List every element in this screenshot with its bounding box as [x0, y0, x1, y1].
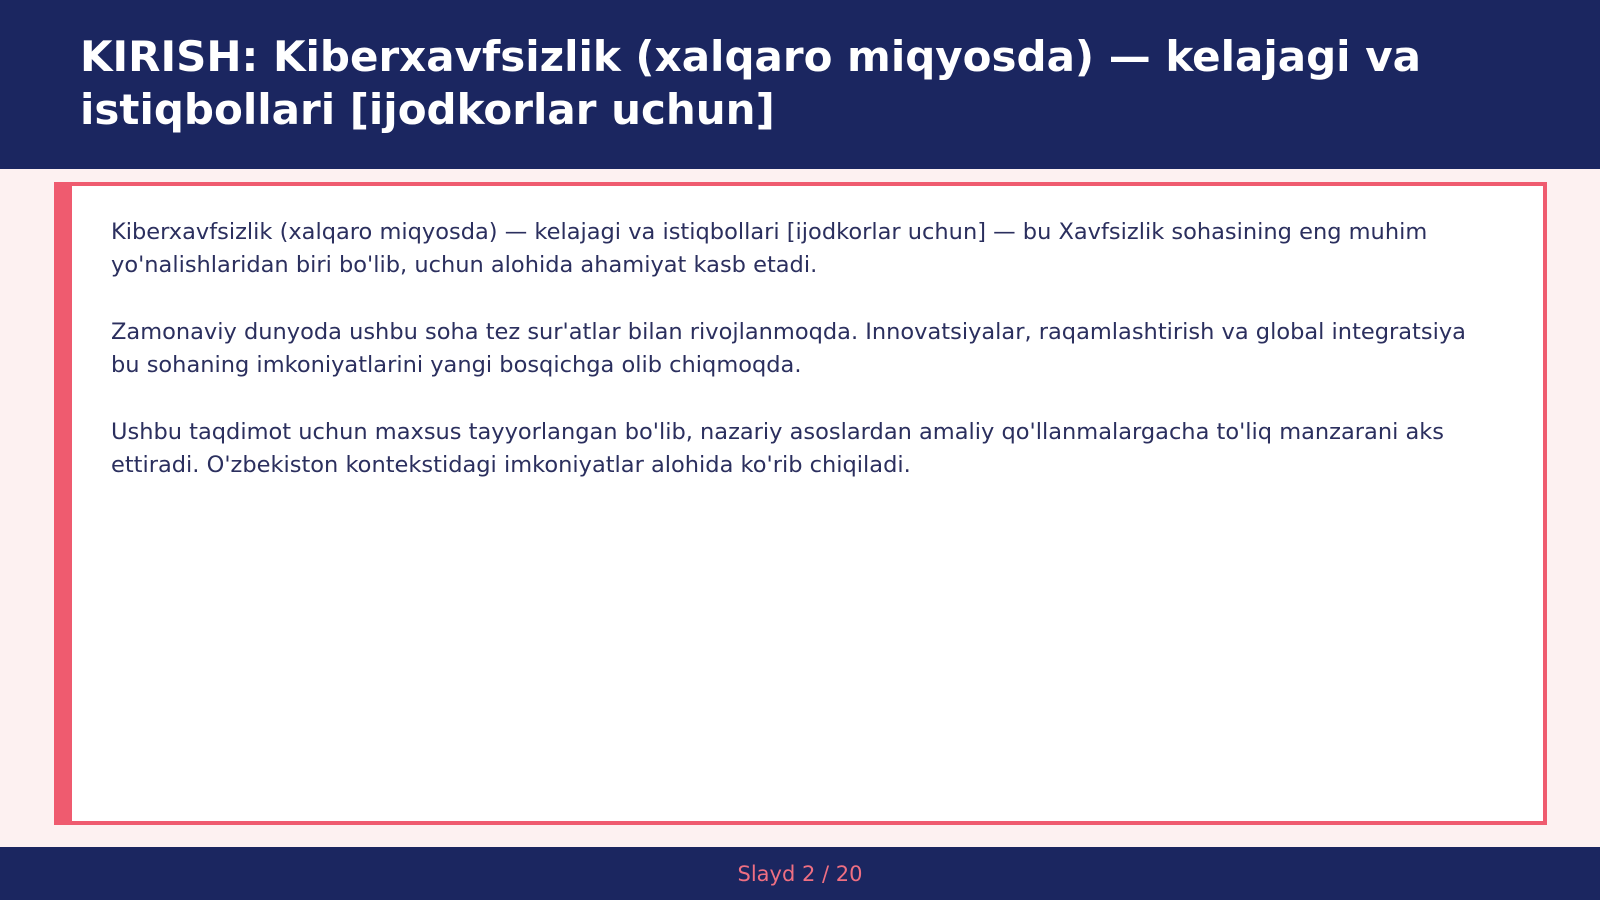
intro-paragraph: Kiberxavfsizlik (xalqaro miqyosda) — kelajagi va istiqbollari [ijodkorlar uchun] — bu Xavfsizlik sohasining eng muhim yo'nalishlaridan biri bo'lib, uchun alohida ahamiyat kasb etadi. — [111, 219, 1428, 278]
development-paragraph: Zamonaviy dunyoda ushbu soha tez sur'atlar bilan rivojlanmoqda. Innovatsiyalar, raqamlashtirish va global integratsiya bu sohaning imkoniyatlarini yangi bosqichga olib chiqmoqda. — [111, 319, 1466, 378]
slide-footer — [0, 847, 1600, 900]
presentation-paragraph: Ushbu taqdimot uchun maxsus tayyorlangan bo'lib, nazariy asoslardan amaliy qo'llanmalargacha to'liq manzarani aks ettiradi. O'zbekiston kontekstidagi imkoniyatlar alohida ko'rib chiqiladi. — [111, 419, 1445, 478]
slide-header — [0, 0, 1600, 169]
slide-title: KIRISH: Kiberxavfsizlik (xalqaro miqyosda) — kelajagi va istiqbollari [ijodkorlar uchun] — [80, 32, 1421, 134]
slide-number: Slayd 2 / 20 — [737, 861, 863, 886]
content-card — [54, 182, 1547, 825]
